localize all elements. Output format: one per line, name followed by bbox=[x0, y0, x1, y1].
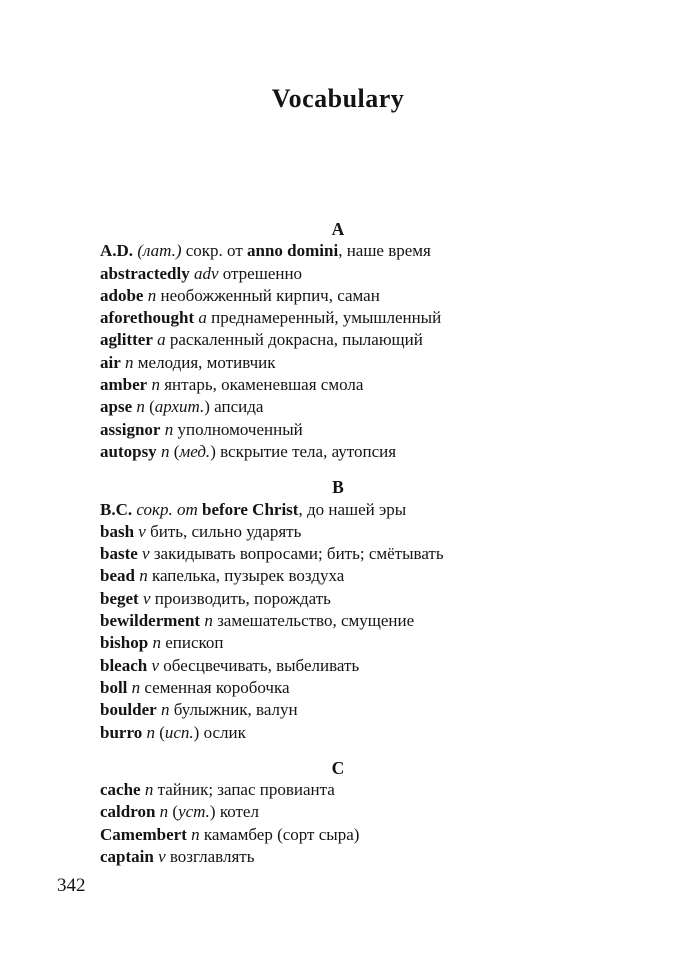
headword: assignor bbox=[100, 419, 161, 439]
section-letter: A bbox=[331, 219, 345, 239]
dictionary-entry bbox=[100, 499, 638, 521]
definition-text: булыжник, валун bbox=[169, 700, 298, 720]
headword: captain bbox=[100, 847, 154, 867]
grammar-label: n bbox=[125, 352, 134, 372]
dictionary-entry bbox=[100, 632, 638, 654]
headword: before Christ bbox=[201, 499, 299, 519]
dictionary-entry bbox=[100, 565, 638, 587]
grammar-label: n bbox=[131, 677, 141, 697]
dictionary-entry bbox=[100, 263, 638, 285]
headword: B.C. bbox=[100, 499, 133, 519]
dictionary-entry bbox=[100, 396, 638, 418]
headword: baste bbox=[100, 544, 138, 564]
dictionary-entry bbox=[100, 677, 638, 699]
grammar-label: n bbox=[204, 611, 213, 631]
headword: A.D. bbox=[100, 241, 134, 261]
page-number: 342 bbox=[57, 875, 86, 896]
grammar-label: n bbox=[147, 285, 157, 305]
headword: boll bbox=[100, 677, 128, 697]
grammar-label: v bbox=[142, 588, 151, 608]
grammar-label: уст. bbox=[178, 802, 210, 822]
grammar-label: n bbox=[136, 397, 145, 417]
headword: cache bbox=[100, 780, 141, 800]
letter-section bbox=[0, 757, 676, 868]
headword: burro bbox=[100, 722, 143, 742]
definition-text: янтарь, окаменевшая смола bbox=[159, 375, 364, 395]
headword: amber bbox=[100, 375, 148, 395]
definition-text: ( bbox=[144, 397, 155, 417]
headword: apse bbox=[100, 397, 133, 417]
definition-text: уполномоченный bbox=[173, 419, 303, 439]
page-title: Vocabulary bbox=[271, 84, 405, 113]
definition-text: возглавлять bbox=[165, 847, 255, 867]
grammar-label: n bbox=[164, 419, 174, 439]
section-letter: C bbox=[331, 757, 345, 778]
grammar-label: a bbox=[157, 330, 166, 350]
entry-list bbox=[100, 779, 638, 868]
grammar-label: a bbox=[198, 308, 207, 328]
grammar-label: n bbox=[139, 566, 148, 586]
definition-text: епископ bbox=[160, 633, 224, 653]
grammar-label: исп. bbox=[164, 722, 194, 742]
dictionary-entry bbox=[100, 285, 638, 307]
vocabulary-sections bbox=[0, 218, 676, 868]
definition-text: ( bbox=[169, 441, 180, 461]
definition-text: обесцвечивать, выбеливать bbox=[159, 655, 360, 675]
section-letter: B bbox=[332, 477, 344, 498]
dictionary-entry bbox=[100, 521, 638, 543]
dictionary-entry bbox=[100, 610, 638, 632]
dictionary-entry bbox=[100, 699, 638, 721]
headword: abstractedly bbox=[100, 263, 190, 283]
grammar-label: n bbox=[152, 633, 161, 653]
definition-text: ) вскрытие тела, аутопсия bbox=[210, 441, 397, 461]
headword: anno domini bbox=[247, 241, 339, 261]
dictionary-entry bbox=[100, 655, 638, 677]
definition-text: капелька, пузырек воздуха bbox=[147, 566, 345, 586]
headword: adobe bbox=[100, 285, 144, 305]
dictionary-entry bbox=[100, 779, 638, 801]
definition-text: необожженный кирпич, саман bbox=[156, 285, 380, 305]
headword: autopsy bbox=[100, 441, 157, 461]
dictionary-entry bbox=[100, 329, 638, 351]
definition-text: отрешенно bbox=[218, 263, 303, 283]
letter-section bbox=[0, 218, 676, 463]
grammar-label: v bbox=[142, 544, 150, 564]
dictionary-entry bbox=[100, 824, 638, 846]
dictionary-entry bbox=[100, 543, 638, 565]
definition-text: ) котел bbox=[209, 802, 259, 822]
entry-list bbox=[100, 499, 638, 744]
dictionary-entry bbox=[100, 846, 638, 868]
definition-text: закидывать вопросами; бить; смётывать bbox=[149, 544, 444, 564]
definition-text: ) ослик bbox=[193, 722, 246, 742]
grammar-label: n bbox=[151, 375, 160, 395]
grammar-label: n bbox=[160, 700, 170, 720]
headword: beget bbox=[100, 588, 139, 608]
headword: boulder bbox=[100, 700, 157, 720]
definition-text: семенная коробочка bbox=[140, 677, 290, 697]
entry-list bbox=[100, 240, 638, 463]
dictionary-entry bbox=[100, 722, 638, 744]
headword: bead bbox=[100, 566, 135, 586]
dictionary-entry bbox=[100, 441, 638, 463]
definition-text: бить, сильно ударять bbox=[145, 521, 302, 541]
letter-section bbox=[0, 476, 676, 744]
headword: Camembert bbox=[100, 824, 187, 844]
grammar-label: архит. bbox=[154, 397, 205, 417]
grammar-label: n bbox=[146, 722, 155, 742]
grammar-label: v bbox=[158, 847, 166, 867]
grammar-label: n bbox=[160, 441, 170, 461]
definition-text: ) апсида bbox=[204, 397, 264, 417]
dictionary-entry bbox=[100, 801, 638, 823]
definition-text: мелодия, мотивчик bbox=[133, 352, 276, 372]
headword: aforethought bbox=[100, 308, 195, 328]
dictionary-entry bbox=[100, 588, 638, 610]
grammar-label: мед. bbox=[179, 441, 211, 461]
headword: caldron bbox=[100, 802, 156, 822]
grammar-label: n bbox=[191, 824, 200, 844]
headword: bewilderment bbox=[100, 611, 201, 631]
definition-text: ( bbox=[154, 722, 165, 742]
grammar-label: (лат.) bbox=[137, 241, 182, 261]
definition-text: ( bbox=[168, 802, 179, 822]
definition-text: , наше время bbox=[338, 241, 431, 261]
dictionary-entry bbox=[100, 307, 638, 329]
dictionary-entry bbox=[100, 240, 638, 262]
headword: air bbox=[100, 352, 121, 372]
grammar-label: n bbox=[144, 780, 154, 800]
definition-text: , до нашей эры bbox=[298, 499, 407, 519]
grammar-label: v bbox=[138, 521, 146, 541]
dictionary-entry bbox=[100, 374, 638, 396]
definition-text: производить, порождать bbox=[150, 588, 331, 608]
definition-text: преднамеренный, умышленный bbox=[206, 308, 442, 328]
headword: bishop bbox=[100, 633, 149, 653]
definition-text: сокр. от bbox=[181, 241, 248, 261]
dictionary-entry bbox=[100, 352, 638, 374]
definition-text: камамбер (сорт сыра) bbox=[199, 824, 360, 844]
grammar-label: adv bbox=[193, 263, 219, 283]
definition-text: замешательство, смущение bbox=[212, 611, 415, 631]
headword: bash bbox=[100, 521, 135, 541]
grammar-label: сокр. от bbox=[136, 499, 198, 519]
headword: bleach bbox=[100, 655, 148, 675]
dictionary-entry bbox=[100, 419, 638, 441]
grammar-label: v bbox=[151, 655, 160, 675]
grammar-label: n bbox=[159, 802, 169, 822]
headword: aglitter bbox=[100, 330, 153, 350]
definition-text: тайник; запас провианта bbox=[153, 780, 335, 800]
definition-text: раскаленный докрасна, пылающий bbox=[165, 330, 423, 350]
